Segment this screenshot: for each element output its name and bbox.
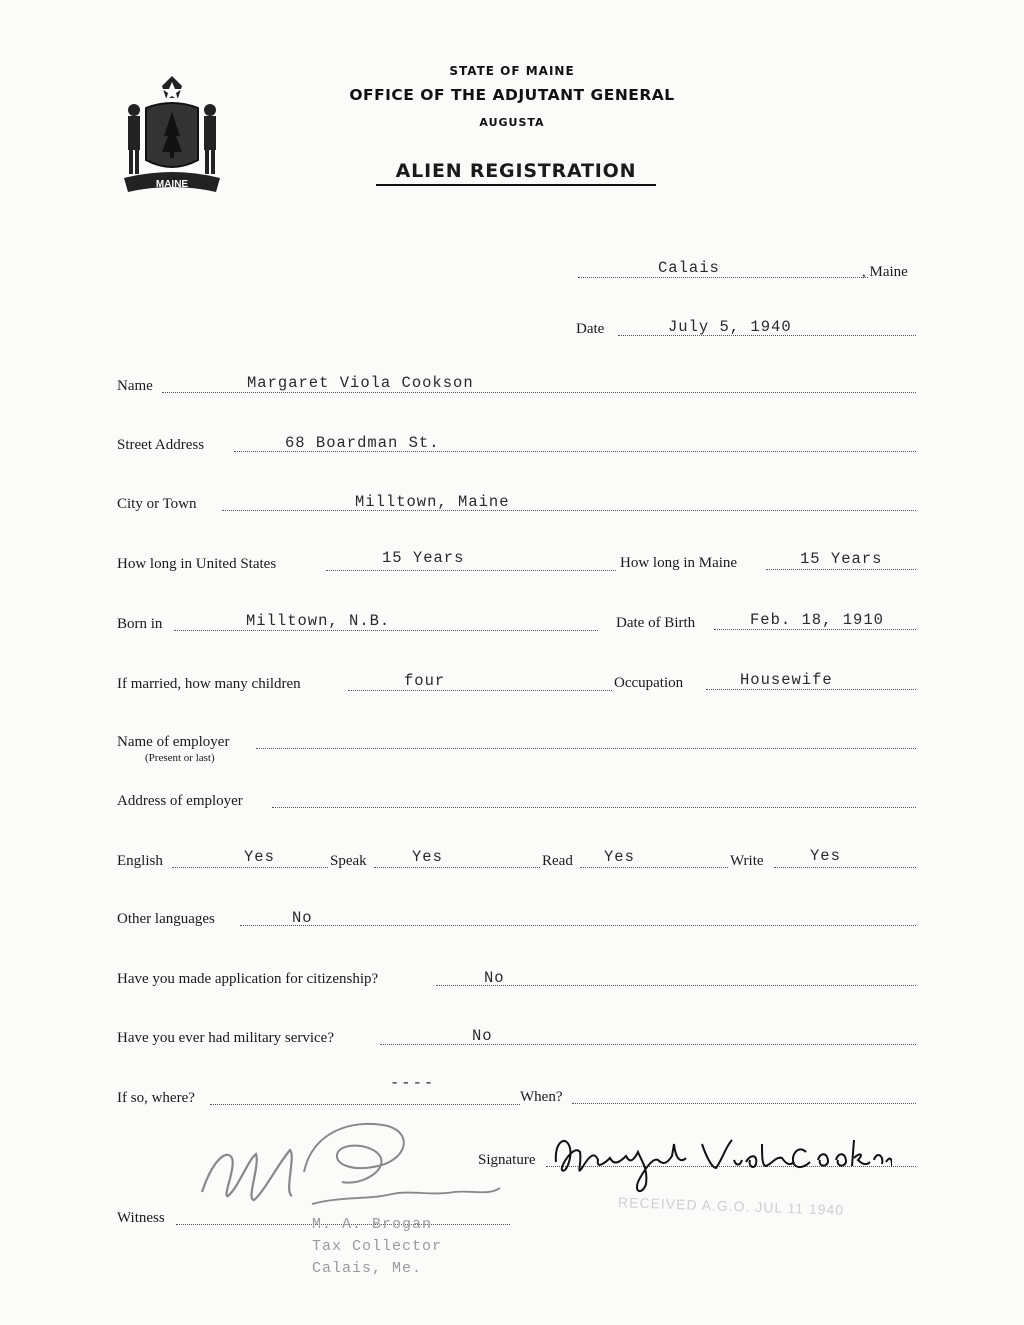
military-value[interactable]: No — [472, 1027, 493, 1045]
english-label: English — [117, 853, 163, 869]
born-in-label: Born in — [117, 616, 163, 632]
name-value[interactable]: Margaret Viola Cookson — [247, 374, 474, 392]
citizenship-label: Have you made application for citizenship? — [117, 971, 379, 987]
street-label: Street Address — [117, 437, 205, 453]
form-title: ALIEN REGISTRATION — [376, 160, 656, 186]
employer-name-sublabel: (Present or last) — [145, 752, 215, 764]
received-stamp: RECEIVED A.G.O. JUL 11 1940 — [617, 1194, 845, 1218]
born-in-line — [174, 630, 598, 631]
where-value[interactable]: ---- — [390, 1074, 436, 1092]
children-value[interactable]: four — [404, 672, 446, 690]
office-heading: OFFICE OF THE ADJUTANT GENERAL — [349, 86, 675, 104]
location-suffix: , Maine — [862, 264, 908, 280]
citizenship-line — [436, 985, 916, 986]
city-line — [222, 510, 916, 511]
employer-name-line[interactable] — [256, 748, 916, 749]
maine-duration-value[interactable]: 15 Years — [800, 550, 883, 568]
speak-value[interactable]: Yes — [412, 848, 443, 866]
name-line — [162, 392, 916, 393]
children-label: If married, how many children — [117, 676, 301, 692]
write-label: Write — [730, 853, 764, 869]
state-heading: STATE OF MAINE — [449, 64, 575, 78]
city-heading: AUGUSTA — [479, 116, 545, 129]
us-duration-value[interactable]: 15 Years — [382, 549, 465, 567]
birth-date-label: Date of Birth — [616, 615, 696, 631]
date-label: Date — [576, 321, 605, 337]
read-value[interactable]: Yes — [604, 848, 635, 866]
speak-line — [374, 867, 540, 868]
birth-date-value[interactable]: Feb. 18, 1910 — [750, 611, 884, 629]
military-label: Have you ever had military service? — [117, 1030, 334, 1046]
witness-label: Witness — [117, 1210, 165, 1226]
applicant-signature — [536, 1122, 892, 1204]
maine-duration-line — [766, 569, 916, 570]
occupation-line — [706, 689, 916, 690]
other-languages-label: Other languages — [117, 911, 215, 927]
citizenship-value[interactable]: No — [484, 969, 505, 987]
when-line[interactable] — [572, 1103, 916, 1104]
read-line — [580, 867, 728, 868]
occupation-label: Occupation — [614, 675, 684, 691]
born-in-value[interactable]: Milltown, N.B. — [246, 612, 391, 630]
english-line — [172, 867, 328, 868]
employer-address-line[interactable] — [272, 807, 916, 808]
city-value[interactable]: Milltown, Maine — [355, 493, 510, 511]
write-value[interactable]: Yes — [810, 847, 841, 865]
occupation-value[interactable]: Housewife — [740, 671, 833, 689]
english-value[interactable]: Yes — [244, 848, 275, 866]
name-label: Name — [117, 378, 153, 394]
maine-duration-label: How long in Maine — [620, 555, 738, 571]
other-languages-line — [240, 925, 916, 926]
where-line — [210, 1104, 520, 1105]
svg-text:MAINE: MAINE — [155, 179, 189, 190]
where-label: If so, where? — [117, 1090, 195, 1106]
location-line — [578, 277, 868, 278]
write-line — [774, 867, 916, 868]
us-duration-label: How long in United States — [117, 556, 277, 572]
military-line — [380, 1044, 916, 1045]
other-languages-value[interactable]: No — [292, 909, 313, 927]
read-label: Read — [542, 853, 573, 869]
city-label: City or Town — [117, 496, 197, 512]
signature-label: Signature — [478, 1152, 536, 1168]
witness-stamp-name: M. A. Brogan — [312, 1216, 433, 1233]
us-duration-line — [326, 570, 616, 571]
witness-stamp-title: Tax Collector — [312, 1238, 443, 1255]
date-value[interactable]: July 5, 1940 — [668, 318, 792, 336]
birth-date-line — [714, 629, 916, 630]
location-value[interactable]: Calais — [658, 259, 720, 277]
children-line — [348, 690, 612, 691]
street-value[interactable]: 68 Boardman St. — [285, 434, 440, 452]
speak-label: Speak — [330, 853, 367, 869]
employer-name-label: Name of employer — [117, 734, 230, 750]
employer-address-label: Address of employer — [117, 793, 243, 809]
witness-stamp-place: Calais, Me. — [312, 1260, 423, 1277]
when-label: When? — [520, 1089, 563, 1105]
witness-signature — [192, 1112, 522, 1222]
